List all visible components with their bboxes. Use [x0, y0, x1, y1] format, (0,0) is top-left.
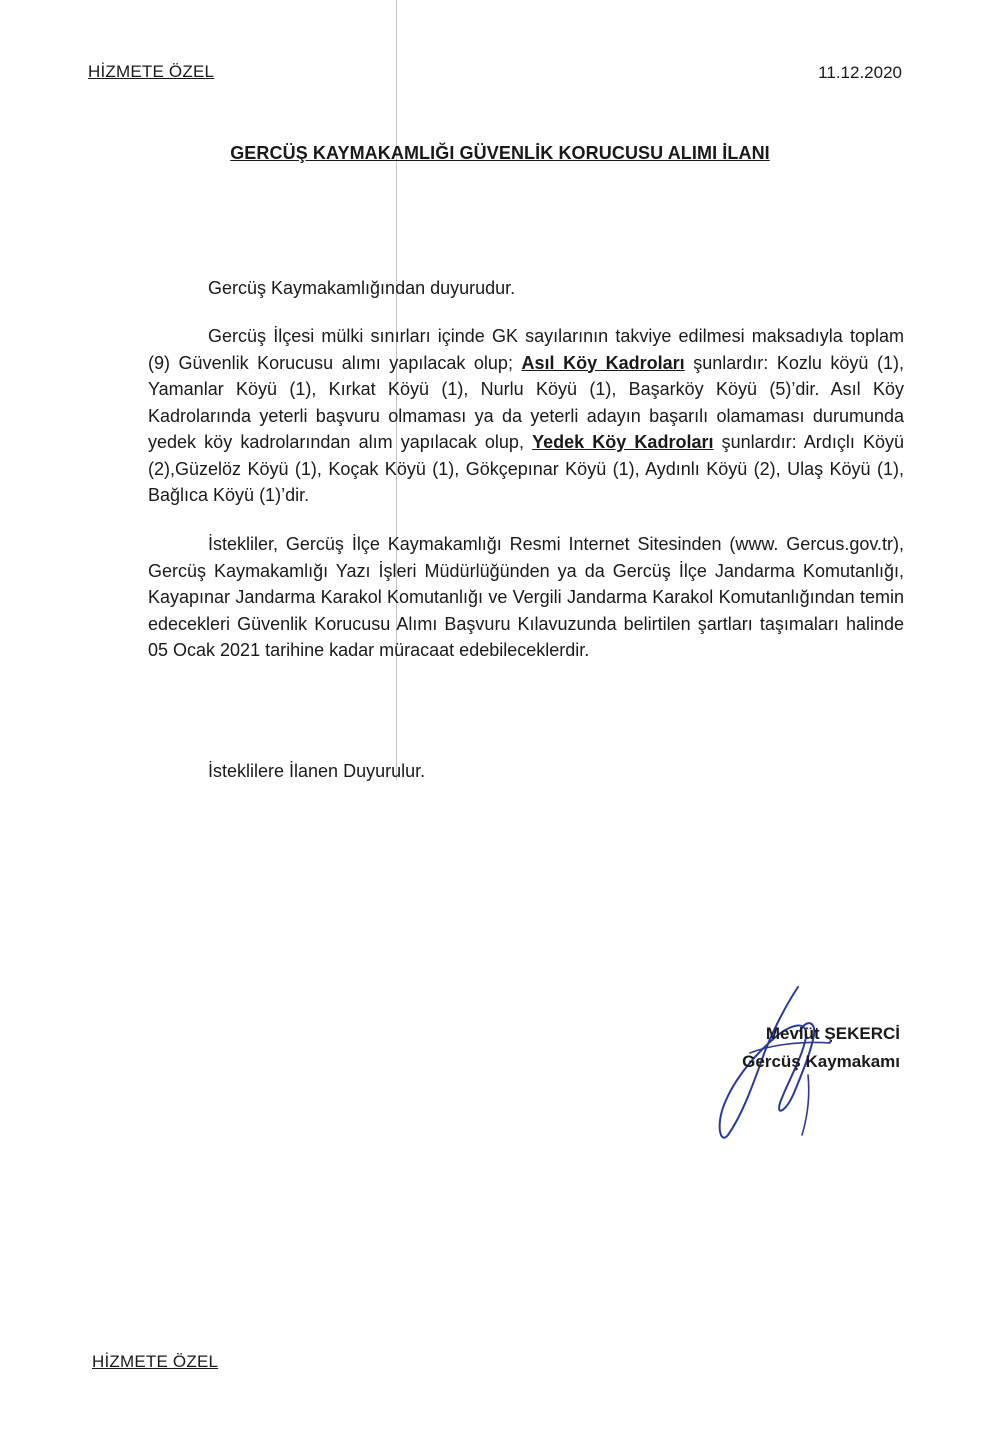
paragraph-villages: [148, 323, 904, 509]
paragraph-villages-part2: şunlardır: Kozlu köyü (1), Yamanlar Köyü (1), Kırkat Köyü (1), Nurlu Köyü (1), Başarköy Köyü (5)’dir. Asıl Köy Kadrolarında yeterli başvuru olmaması ya da yeterli adayın başarılı olamaması durumunda yedek köy kadrolarından alım yapılacak olup,: [148, 352, 904, 452]
signatory-name: Mevlüt ŞEKERCİ: [765, 1024, 900, 1043]
paragraph-villages-part3: şunlardır: Ardıçlı Köyü (2),Güzelöz Köyü (1), Koçak Köyü (1), Gökçepınar Köyü (1), Aydınlı Köyü (2), Ulaş Köyü (1), Bağlıca Köyü (1)’dir.: [148, 432, 904, 505]
document-title: GERCÜŞ KAYMAKAMLIĞI GÜVENLİK KORUCUSU ALIMI İLANI: [230, 143, 770, 163]
signatory-position: Gercüş Kaymakamı: [742, 1052, 900, 1071]
paragraph-application: [148, 531, 904, 664]
paragraph-application-text: İstekliler, Gercüş İlçe Kaymakamlığı Resmi Internet Sitesinden (www. Gercus.gov.tr), Gercüş Kaymakamlığı Yazı İşleri Müdürlüğünden ya da Gercüş İlçe Jandarma Komutanlığı, Kayapınar Jandarma Karakol Komutanlığı ve Vergili Jandarma Karakol Komutanlığından temin edecekleri Güvenlik Korucusu Alımı Başvuru Kılavuzunda belirtilen şartları taşımaları halinde 05 Ocak 2021 tarihine kadar müracaat edebileceklerdir.: [148, 534, 904, 660]
intro-paragraph: [148, 275, 904, 302]
paragraph-villages-part1: Gercüş İlçesi mülki sınırları içinde GK sayılarının takviye edilmesi maksadıyla toplam (9) Güvenlik Korucusu alımı yapılacak olup;: [148, 326, 904, 373]
closing-text: İsteklilere İlanen Duyurulur.: [208, 761, 426, 781]
document-date: 11.12.2020: [818, 63, 902, 82]
yedek-koy-kadrolari-label: Yedek Köy Kadroları: [532, 432, 714, 452]
signature-block: [680, 1020, 900, 1076]
asil-koy-kadrolari-label: Asıl Köy Kadroları: [521, 352, 685, 373]
footer-classification: HİZMETE ÖZEL: [92, 1352, 219, 1371]
intro-text: Gercüş Kaymakamlığından duyurudur.: [208, 278, 516, 298]
header-classification: HİZMETE ÖZEL: [88, 62, 215, 81]
closing-paragraph: [148, 758, 904, 785]
